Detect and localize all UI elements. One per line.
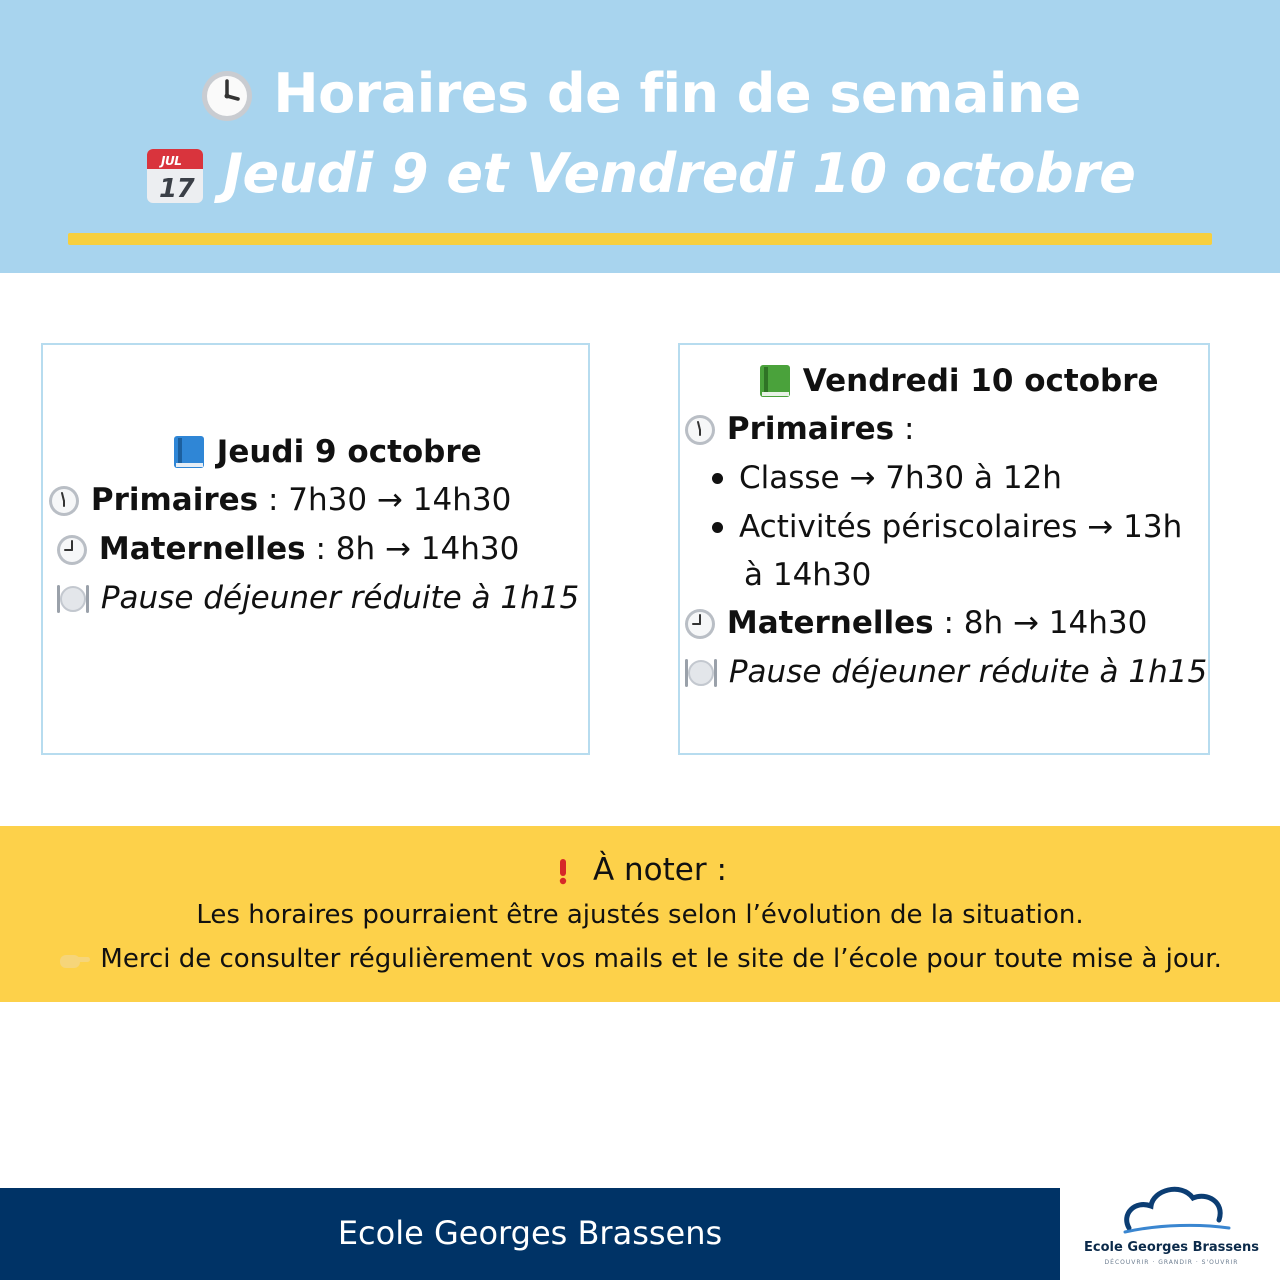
friday-maternelles: Maternelles : 8h → 14h30 (683, 603, 1147, 645)
clock-icon (683, 605, 717, 645)
note-line-1: Les horaires pourraient être ajustés selon l’évolution de la situation. (196, 900, 1084, 930)
friday-bullet-classe: Classe → 7h30 à 12h (712, 458, 1062, 498)
friday-bullet-periscolaire: Activités périscolaires → 13h (712, 507, 1182, 547)
footer-school-name: Ecole Georges Brassens (337, 1214, 723, 1252)
friday-title: Vendredi 10 octobre (758, 361, 1159, 403)
friday-bullet-continuation: à 14h30 (744, 557, 872, 593)
friday-pause: Pause déjeuner réduite à 1h15 (683, 652, 1207, 694)
green-book-icon (758, 363, 792, 403)
note-title: À noter : (0, 850, 1280, 892)
school-logo (1063, 1188, 1280, 1280)
header-divider (68, 233, 1212, 245)
logo-tagline: DÉCOUVRIR · GRANDIR · S'OUVRIR (1104, 1259, 1239, 1266)
calendar-icon (145, 145, 205, 210)
svg-text:17: 17 (158, 173, 194, 204)
fork-knife-plate-icon (55, 580, 91, 620)
thursday-primaires: Primaires : 7h30 → 14h30 (47, 480, 511, 522)
clock-icon (683, 411, 717, 451)
svg-text:JUL: JUL (160, 153, 181, 168)
thursday-maternelles: Maternelles : 8h → 14h30 (55, 529, 519, 571)
clock-icon (55, 531, 89, 571)
bullet-icon (712, 473, 723, 484)
friday-primaires: Primaires : (683, 409, 914, 451)
logo-name: Ecole Georges Brassens (1084, 1240, 1259, 1255)
header-subtitle: JUL 17 Jeudi 9 et Vendredi 10 octobre (0, 142, 1280, 210)
fork-knife-plate-icon (683, 654, 719, 694)
blue-book-icon (172, 434, 206, 474)
thursday-title: Jeudi 9 octobre (172, 432, 482, 474)
clock-icon (47, 482, 81, 522)
exclamation-icon (553, 852, 573, 892)
cloud-logo-icon (1121, 1182, 1231, 1242)
bullet-icon (712, 522, 723, 533)
thursday-pause: Pause déjeuner réduite à 1h15 (55, 578, 579, 620)
header-title: Horaires de fin de semaine (0, 62, 1280, 129)
clock-icon (199, 66, 255, 129)
pointing-hand-icon (58, 943, 92, 977)
note-line-2: Merci de consulter régulièrement vos mails et le site de l’école pour toute mise à jour. (0, 942, 1280, 977)
